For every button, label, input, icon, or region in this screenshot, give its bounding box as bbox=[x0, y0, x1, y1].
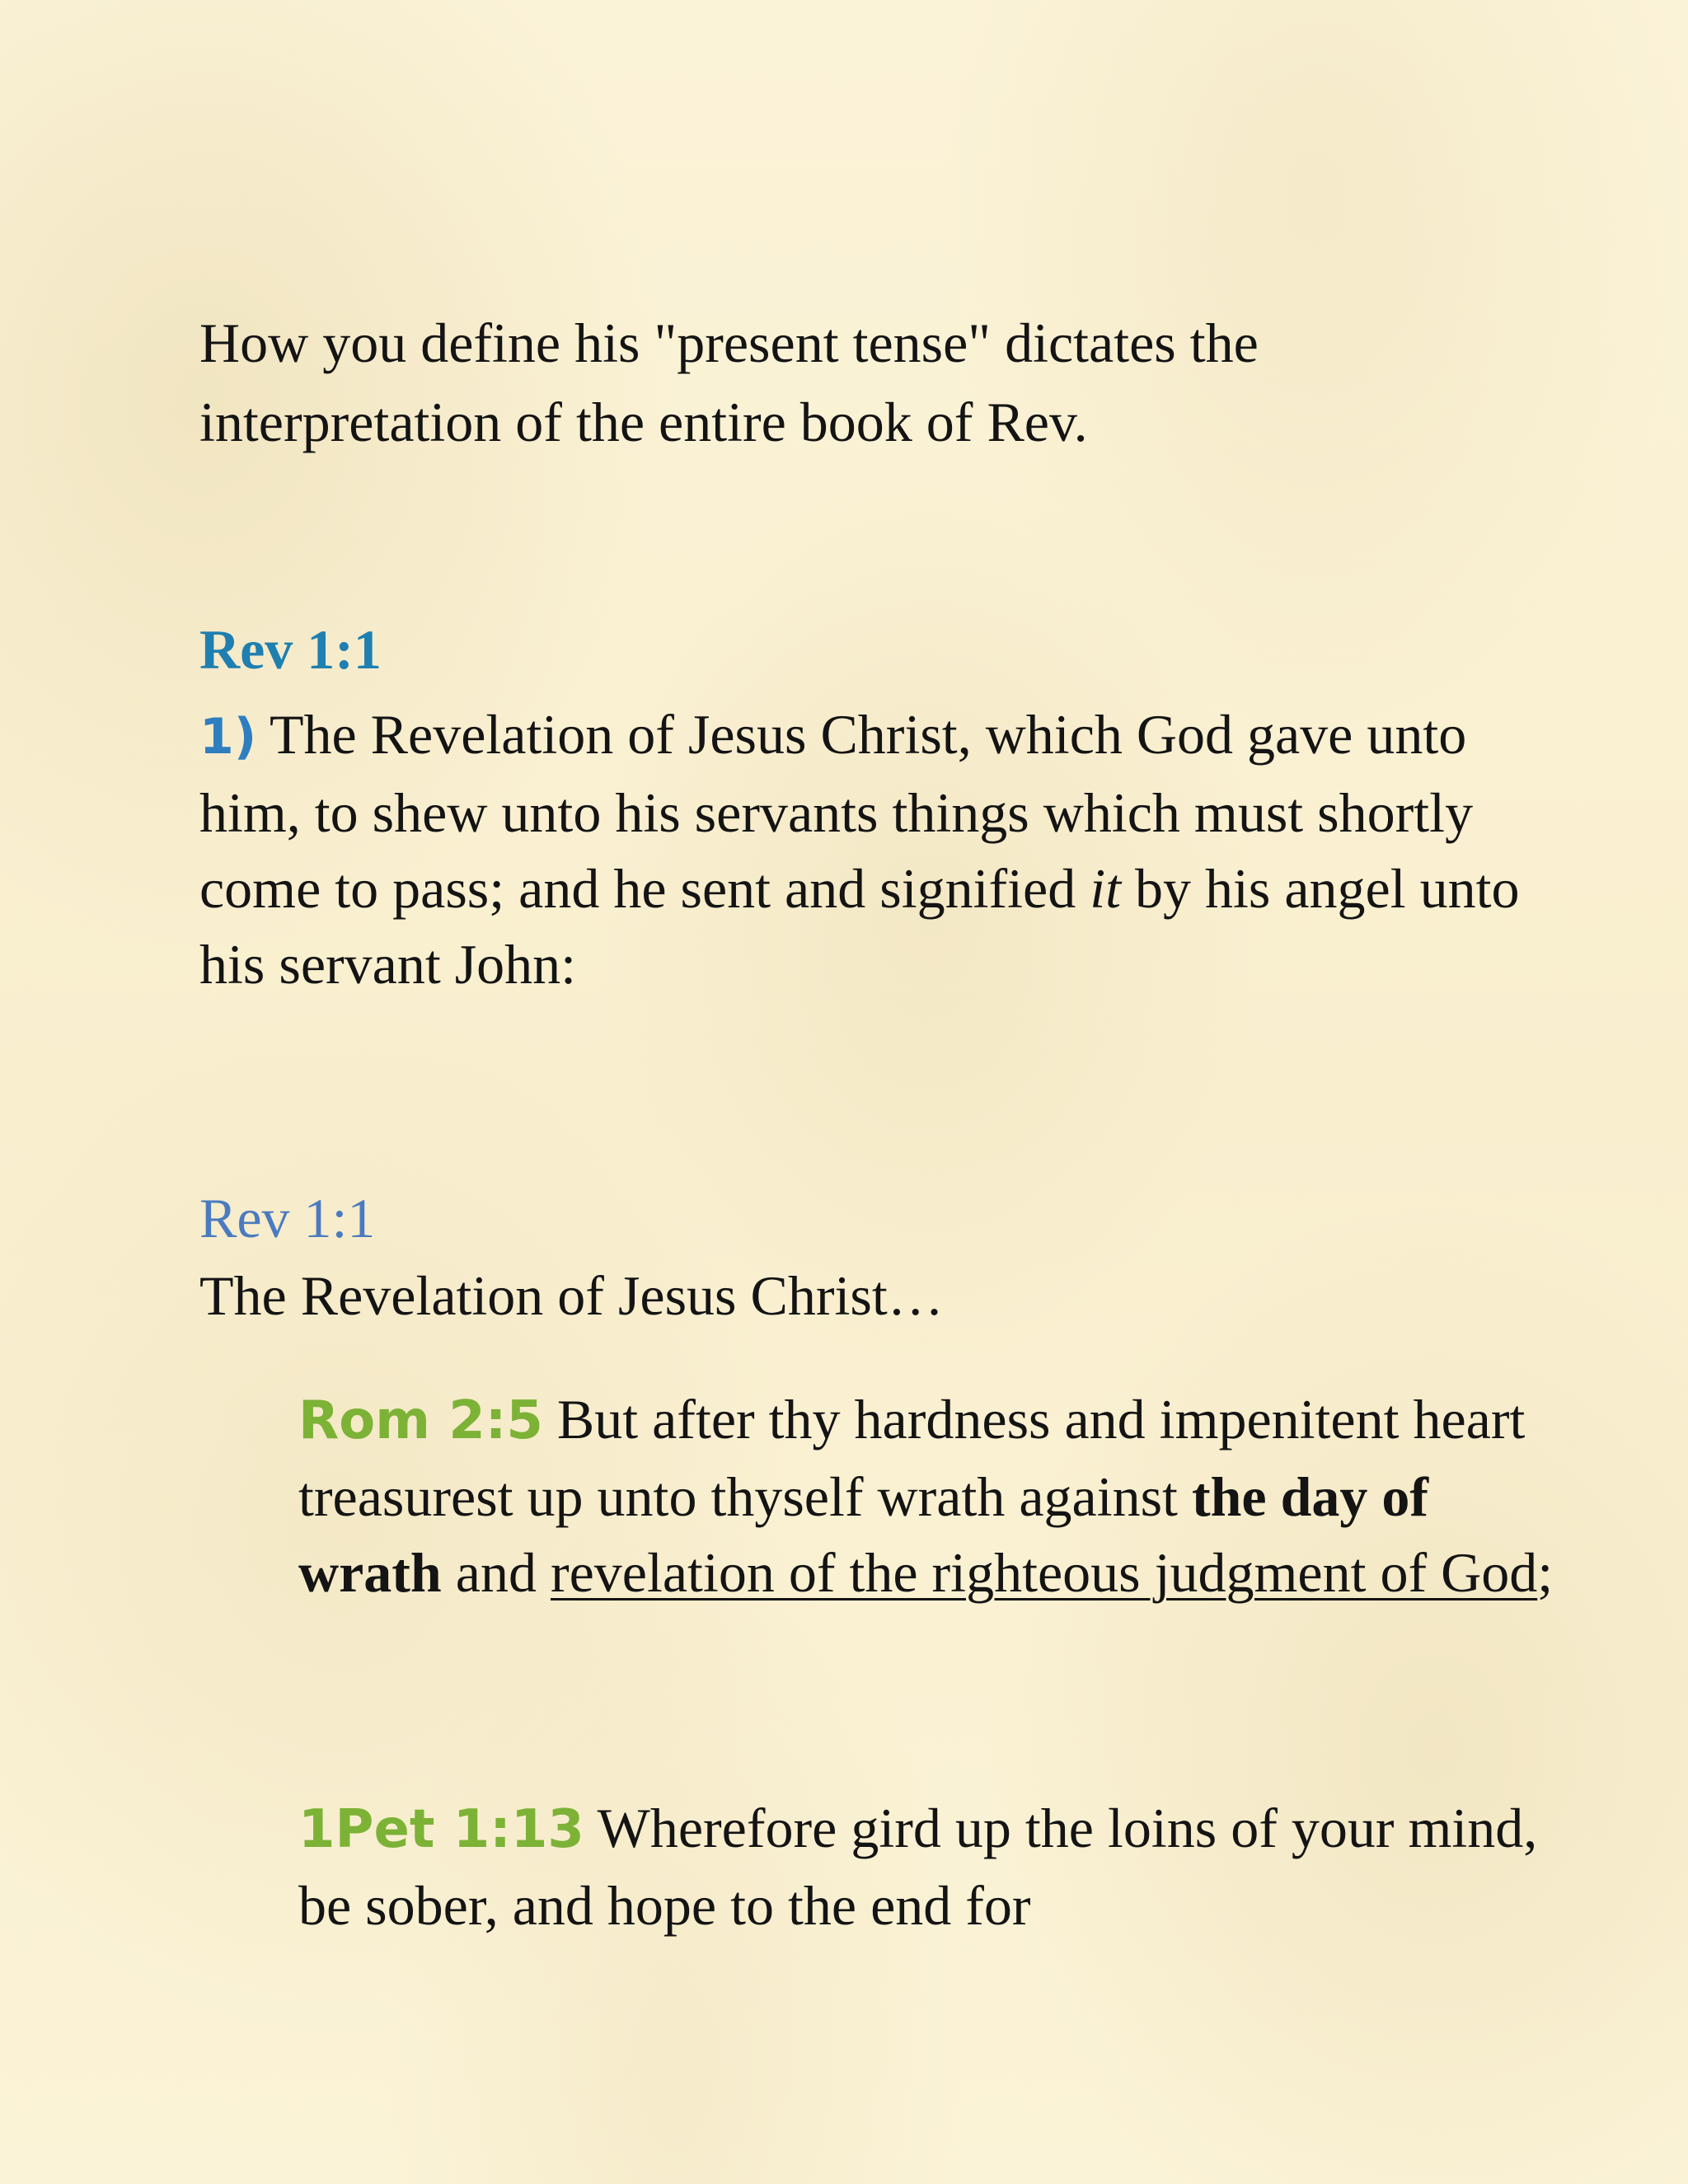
quote-text-end: ; bbox=[1537, 1541, 1554, 1604]
intro-text: How you define his "present tense" dictates the interpretation of the entire book of Rev. bbox=[199, 312, 1259, 453]
verse-heading: Rev 1:1 bbox=[199, 618, 382, 681]
quote-text-underlined: revelation of the righteous judgment of God bbox=[550, 1541, 1538, 1604]
verse-number: 1) bbox=[199, 708, 257, 766]
reference-label: Rev 1:1 bbox=[199, 1187, 376, 1249]
verse-text-italic: it bbox=[1090, 857, 1121, 920]
intro-paragraph bbox=[199, 303, 1551, 462]
verse-text-part1: The Revelation of Jesus Christ, which God gave unto him, to shew unto his servants things which must shortly come to pass; and he sent and signified bbox=[199, 703, 1474, 920]
verse-text-part2: by his angel unto his servant John: bbox=[199, 857, 1520, 996]
quote-rom-2-5 bbox=[298, 1381, 1584, 1610]
quote-reference: Rom 2:5 bbox=[298, 1390, 543, 1451]
quote-text-bold: the day of wrath bbox=[298, 1465, 1429, 1604]
quote-text: Wherefore gird up the loins of your mind, be sober, and hope to the end for bbox=[298, 1797, 1538, 1937]
verse-paragraph bbox=[199, 696, 1551, 1002]
reference-text: The Revelation of Jesus Christ… bbox=[199, 1264, 944, 1327]
quote-1pet-1-13 bbox=[298, 1790, 1584, 1943]
quote-text-part2: and bbox=[441, 1541, 551, 1604]
quote-reference: 1Pet 1:13 bbox=[298, 1799, 584, 1860]
quote-text-part1: But after thy hardness and impenitent heart treasurest up unto thyself wrath against bbox=[298, 1388, 1526, 1528]
